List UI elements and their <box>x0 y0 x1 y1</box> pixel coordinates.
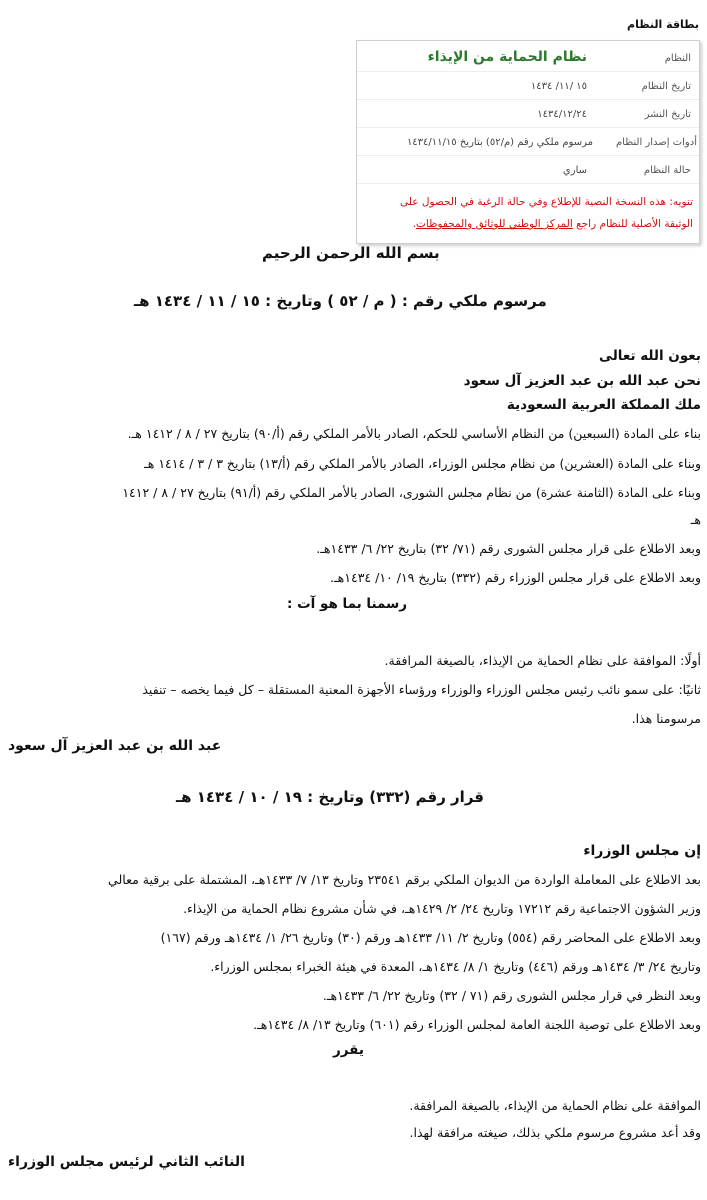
note-line: تنويه: هذه النسخة النصية للإطلاع وفي حالة الرغبة في الحصول على <box>399 196 693 208</box>
signature-king: عبد الله بن عبد العزيز آل سعود <box>8 738 222 754</box>
archives-link[interactable]: المركز الوطني للوثائق والمحفوظات <box>416 218 573 230</box>
resolution-line: وتاريخ ٢٤/ ٣/ ١٤٣٤هـ ورقم (٤٤٦) وتاريخ ١/ ٨/ ١٤٣٤هـ، المعدة في هيئة الخبراء بمجلس الوزراء. <box>210 959 701 974</box>
card-label: تاريخ النظام <box>641 81 691 92</box>
resolution-line: بعد الاطلاع على المعاملة الواردة من الديوان الملكي برقم ٢٣٥٤١ وتاريخ ١٣/ ٧/ ١٤٣٣هـ، المشتملة على برقية معالي <box>108 872 701 887</box>
help-line: بعون الله تعالى <box>599 348 701 364</box>
preamble-line: وبناء على المادة (الثامنة عشرة) من نظام مجلس الشورى، الصادر بالأمر الملكي رقم (أ/٩١) بتاريخ ٢٧ / ٨ / ١٤١٢ <box>122 485 701 500</box>
resolution-line: وزير الشؤون الاجتماعية رقم ١٧٢١٢ وتاريخ ٢٤/ ٢/ ١٤٢٩هـ، في شأن مشروع نظام الحماية من الإيذاء. <box>183 901 701 916</box>
card-value: ١٤٣٤/١٢/٢٤ <box>537 109 587 120</box>
preamble-line: وبعد الاطلاع على قرار مجلس الوزراء رقم (٣٣٢) بتاريخ ١٩/ ١٠/ ١٤٣٤هـ. <box>330 570 701 585</box>
note-text: الوثيقة الأصلية للنظام راجع <box>572 218 693 230</box>
council-line: إن مجلس الوزراء <box>583 843 701 859</box>
card-row-issuing-tools <box>357 129 699 156</box>
approval-line: الموافقة على نظام الحماية من الإيذاء، بالصيغة المرافقة. <box>409 1098 701 1113</box>
article-second: ثانيًا: على سمو نائب رئيس مجلس الوزراء والوزراء ورؤساء الأجهزة المعنية المستقلة – كل فيما يخصه – تنفيذ <box>142 682 701 697</box>
resolution-line: وبعد الاطلاع على توصية اللجنة العامة لمجلس الوزراء رقم (٦٠١) وتاريخ ١٣/ ٨/ ١٤٣٤هـ. <box>253 1017 701 1032</box>
card-label: أدوات إصدار النظام <box>615 137 697 148</box>
card-label: حالة النظام <box>643 165 691 176</box>
article-first: أولًا: الموافقة على نظام الحماية من الإيذاء، بالصيغة المرافقة. <box>384 653 701 668</box>
note-text: . <box>412 218 417 230</box>
system-card <box>356 40 700 244</box>
card-note <box>365 191 693 235</box>
basmala: بسم الله الرحمن الرحيم <box>262 244 440 262</box>
card-value: ساري <box>562 165 587 176</box>
card-value: ١٥ /١١/ ١٤٣٤ <box>530 81 587 92</box>
note-line <box>365 213 693 235</box>
king-title-line: ملك المملكة العربية السعودية <box>506 397 701 413</box>
card-row-system-date <box>357 73 699 100</box>
signature-deputy: النائب الثاني لرئيس مجلس الوزراء <box>8 1154 245 1170</box>
card-label: تاريخ النشر <box>644 109 691 120</box>
card-value: مرسوم ملكي رقم (م/٥٢) بتاريخ ١٤٣٤/١١/١٥ <box>406 137 593 148</box>
card-row-publish-date <box>357 101 699 128</box>
preamble-line: وبناء على المادة (العشرين) من نظام مجلس الوزراء، الصادر بالأمر الملكي رقم (أ/١٣) بتاريخ ٣ / ٣ / ١٤١٤ هـ <box>144 456 701 471</box>
decides-line: يقرر <box>333 1042 364 1058</box>
resolution-line: وبعد الاطلاع على المحاضر رقم (٥٥٤) وتاريخ ٢/ ١١/ ١٤٣٣هـ ورقم (٣٠) وتاريخ ٢٦/ ١/ ١٤٣٤هـ ورقم (١٦٧) <box>160 930 701 945</box>
card-row-system <box>357 45 699 72</box>
preamble-line: وبعد الاطلاع على قرار مجلس الشورى رقم (٧١/ ٣٢) بتاريخ ٢٢/ ٦/ ١٤٣٣هـ. <box>316 541 701 556</box>
draft-line: وقد أعد مشروع مرسوم ملكي بذلك، صيغته مرافقة لهذا. <box>409 1125 701 1140</box>
card-row-status <box>357 157 699 184</box>
preamble-line: هـ <box>690 512 701 527</box>
resolution-line: وبعد النظر في قرار مجلس الشورى رقم (٧١ / ٣٢) وتاريخ ٢٢/ ٦/ ١٤٣٣هـ. <box>322 988 701 1003</box>
system-name: نظام الحماية من الإيذاء <box>427 49 587 65</box>
article-second-cont: مرسومنا هذا. <box>631 711 701 726</box>
resolution-title: قرار رقم (٣٣٢) وتاريخ : ١٩ / ١٠ / ١٤٣٤ هـ <box>176 788 484 806</box>
king-name-line: نحن عبد الله بن عبد العزيز آل سعود <box>463 373 701 389</box>
decreed-line: رسمنا بما هو آت : <box>287 596 408 612</box>
preamble-line: بناء على المادة (السبعين) من النظام الأساسي للحكم، الصادر بالأمر الملكي رقم (أ/٩٠) بتاريخ ٢٧ / ٨ / ١٤١٢ هـ. <box>127 426 701 441</box>
card-title: بطاقة النظام <box>627 18 699 31</box>
decree-title: مرسوم ملكي رقم : ( م / ٥٢ ) وتاريخ : ١٥ / ١١ / ١٤٣٤ هـ <box>134 292 547 310</box>
card-label: النظام <box>664 53 691 64</box>
